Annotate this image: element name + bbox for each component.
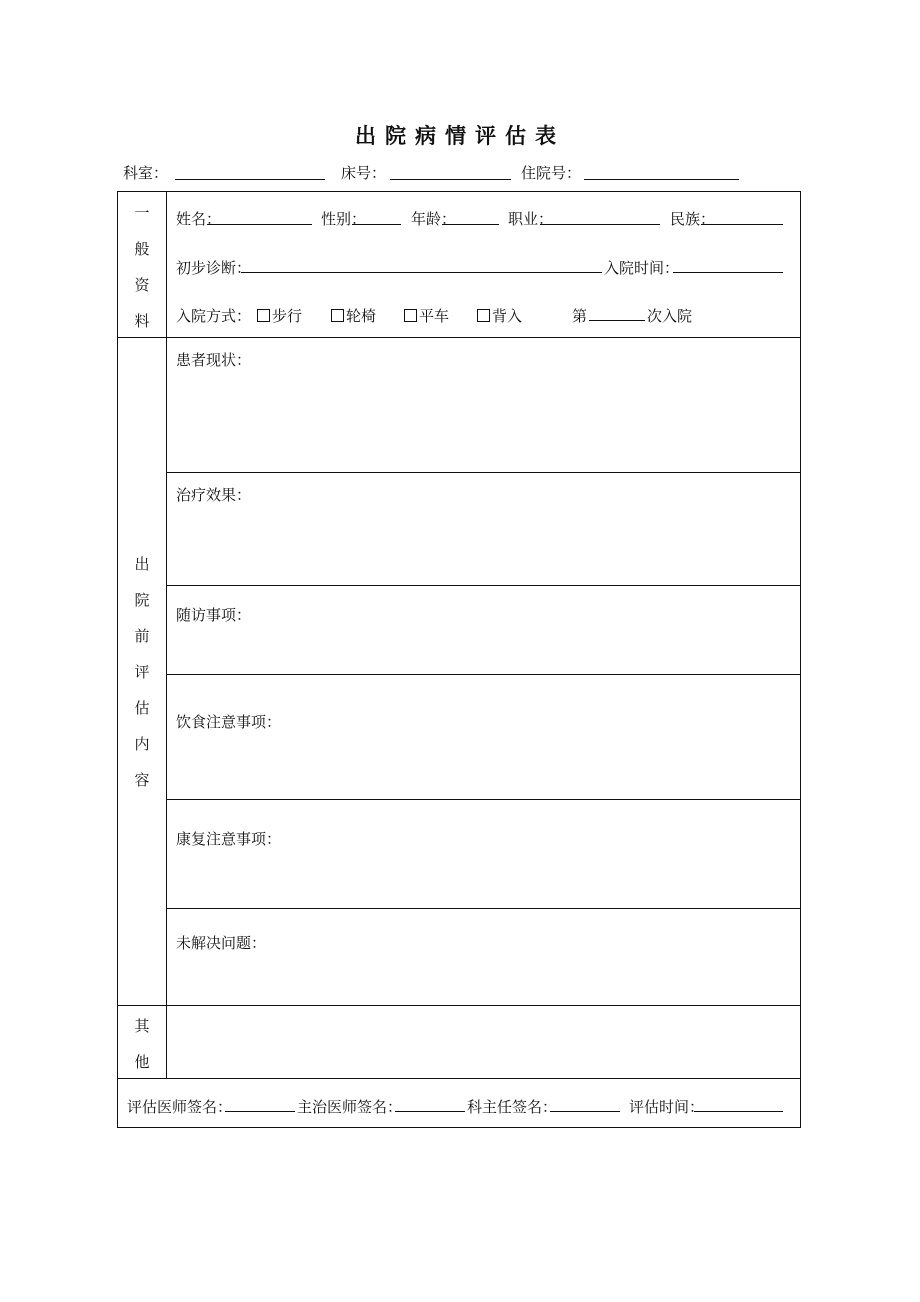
other-section-label: 其 他 (134, 1017, 150, 1071)
diet-notes-label: 饮食注意事项： (176, 713, 282, 731)
checkbox-carried[interactable] (477, 309, 490, 322)
admit-mode-carried[interactable]: 背入 (477, 305, 522, 326)
director-signature-field[interactable] (550, 1111, 620, 1112)
ethnicity-field[interactable] (701, 224, 783, 225)
unresolved-label: 未解决问题： (176, 934, 267, 952)
checkbox-wheelchair[interactable] (331, 309, 344, 322)
treatment-effect-label: 治疗效果： (176, 486, 252, 504)
checkbox-stretcher[interactable] (404, 309, 417, 322)
bed-field[interactable] (390, 179, 511, 180)
form-title: 出院病情评估表 (355, 123, 565, 148)
age-label: 年龄： (411, 210, 457, 228)
assessment-time-field[interactable] (694, 1111, 783, 1112)
admit-mode-stretcher[interactable]: 平车 (404, 305, 449, 326)
admit-time-field[interactable] (673, 272, 783, 273)
checkbox-walk[interactable] (257, 309, 270, 322)
assessment-section-label: 出 院 前 评 估 内 容 (134, 555, 150, 789)
admission-no-field[interactable] (584, 179, 739, 180)
follow-up-label: 随访事项： (176, 606, 252, 624)
current-status-label: 患者现状： (176, 351, 252, 369)
department-label: 科室： (123, 164, 169, 182)
treatment-effect-field[interactable] (167, 507, 797, 581)
name-field[interactable] (207, 224, 312, 225)
current-status-field[interactable] (167, 372, 797, 468)
diet-notes-field[interactable] (167, 734, 797, 795)
other-field[interactable] (167, 1007, 797, 1075)
admission-count-field[interactable] (589, 320, 645, 321)
diagnosis-label: 初步诊断： (176, 259, 252, 277)
diagnosis-field[interactable] (241, 272, 602, 273)
assessor-label: 评估医师签名： (127, 1098, 233, 1116)
admission-count-prefix: 第 (572, 307, 588, 325)
follow-up-field[interactable] (167, 627, 797, 670)
department-field[interactable] (175, 179, 325, 180)
assessment-time-label: 评估时间： (629, 1098, 705, 1116)
age-field[interactable] (442, 224, 499, 225)
admit-time-label: 入院时间： (604, 259, 680, 277)
unresolved-field[interactable] (167, 955, 797, 1001)
admit-mode-walk[interactable]: 步行 (257, 305, 302, 326)
attending-signature-field[interactable] (395, 1111, 465, 1112)
gender-field[interactable] (352, 224, 401, 225)
name-label: 姓名： (176, 210, 222, 228)
occupation-label: 职业： (508, 210, 554, 228)
rehab-notes-label: 康复注意事项： (176, 830, 282, 848)
assessor-signature-field[interactable] (225, 1111, 295, 1112)
admission-no-label: 住院号： (521, 164, 582, 182)
ethnicity-label: 民族： (670, 210, 716, 228)
admit-mode-wheelchair[interactable]: 轮椅 (331, 305, 376, 326)
gender-label: 性别： (321, 210, 367, 228)
admission-count-suffix: 次入院 (647, 307, 693, 325)
rehab-notes-field[interactable] (167, 851, 797, 904)
general-section-label: 一 般 资 料 (134, 204, 150, 330)
bed-label: 床号： (341, 164, 387, 182)
admit-mode-label: 入院方式： (176, 307, 252, 325)
attending-label: 主治医师签名： (297, 1098, 403, 1116)
occupation-field[interactable] (540, 224, 660, 225)
director-label: 科主任签名： (467, 1098, 558, 1116)
